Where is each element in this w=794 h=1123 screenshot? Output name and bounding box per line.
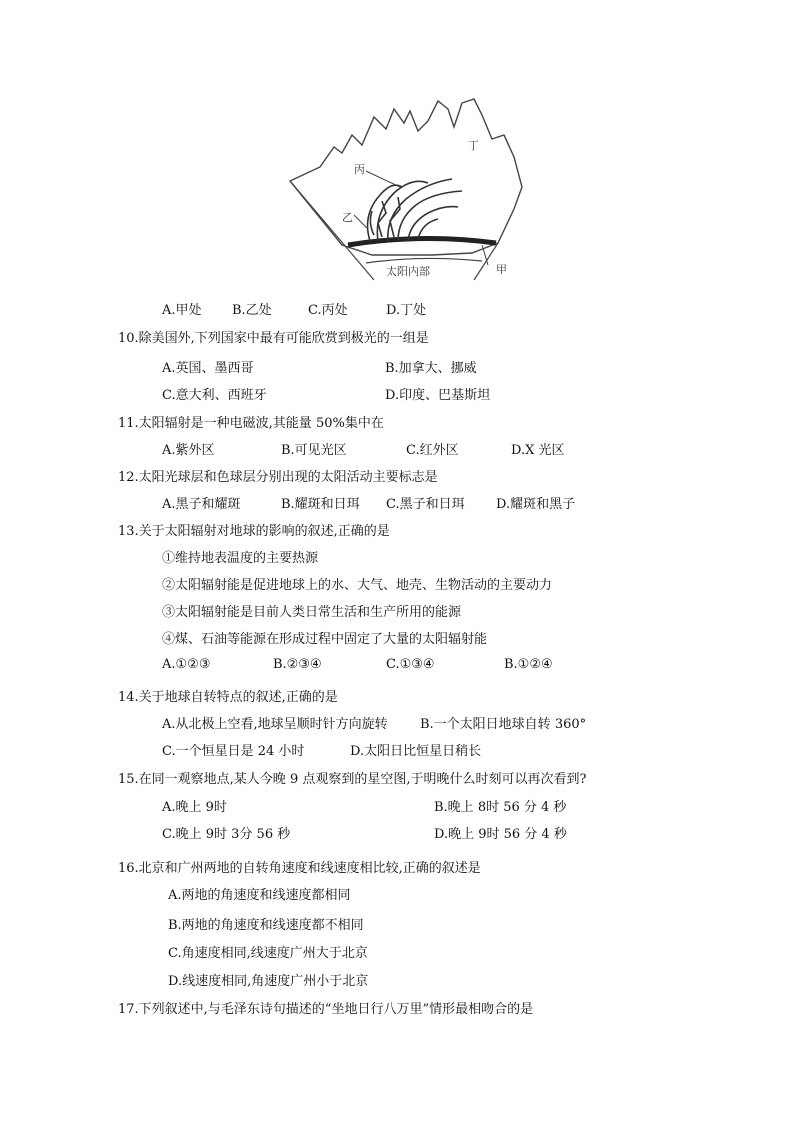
q10-option-d: D.印度、巴基斯坦	[385, 388, 491, 403]
label-bing: 丙	[354, 163, 365, 176]
q16-option-a: A.两地的角速度和线速度都相同	[168, 888, 351, 903]
q12-stem: 12.太阳光球层和色球层分别出现的太阳活动主要标志是	[118, 470, 438, 485]
q15-stem: 15.在同一观察地点,某人今晚 9 点观察到的星空图,于明晚什么时刻可以再次看到?	[118, 772, 587, 787]
label-jia: 甲	[496, 263, 507, 276]
q16-option-d: D.线速度相同,角速度广州小于北京	[168, 974, 369, 989]
q10-option-b: B.加拿大、挪威	[385, 361, 477, 376]
q11-option-b: B.可见光区	[281, 443, 347, 458]
q15-option-a: A.晚上 9时	[162, 800, 227, 815]
label-sun-interior: 太阳内部	[386, 265, 430, 278]
q13-option-a: A.①②③	[162, 657, 211, 672]
q15-option-c: C.晚上 9时 3分 56 秒	[162, 827, 291, 842]
q13-statement-2: ②太阳辐射能是促进地球上的水、大气、地壳、生物活动的主要动力	[162, 578, 553, 593]
q16-option-c: C.角速度相同,线速度广州大于北京	[168, 946, 368, 961]
q14-option-b: B.一个太阳日地球自转 360°	[420, 717, 587, 732]
q12-option-a: A.黑子和耀斑	[162, 497, 241, 512]
q12-option-d: D.耀斑和黑子	[496, 497, 576, 512]
q12-option-c: C.黑子和日珥	[386, 497, 465, 512]
q15-option-b: B.晚上 8时 56 分 4 秒	[434, 800, 567, 815]
q11-option-c: C.红外区	[406, 443, 459, 458]
q13-statement-4: ④煤、石油等能源在形成过程中固定了大量的太阳辐射能	[162, 632, 488, 647]
q9-option-b: B.乙处	[232, 303, 272, 318]
q14-option-d: D.太阳日比恒星日稍长	[350, 744, 482, 759]
solar-figure-drawing	[282, 95, 538, 287]
q17-stem: 17.下列叙述中,与毛泽东诗句描述的“坐地日行八万里”情形最相吻合的是	[118, 1002, 534, 1017]
q9-option-c: C.丙处	[308, 303, 348, 318]
q13-option-d: B.①②④	[504, 657, 553, 672]
q11-option-a: A.紫外区	[162, 443, 215, 458]
q9-option-d: D.丁处	[386, 303, 427, 318]
q13-statement-3: ③太阳辐射能是目前人类日常生活和生产所用的能源	[162, 605, 462, 620]
q11-option-d: D.X 光区	[511, 443, 565, 458]
q14-option-a: A.从北极上空看,地球呈顺时针方向旋转	[162, 717, 388, 732]
q13-statement-1: ①维持地表温度的主要热源	[162, 551, 319, 566]
q14-stem: 14.关于地球自转特点的叙述,正确的是	[118, 690, 338, 705]
q10-option-a: A.英国、墨西哥	[162, 361, 254, 376]
q10-option-c: C.意大利、西班牙	[162, 388, 267, 403]
q14-option-c: C.一个恒星日是 24 小时	[162, 744, 305, 759]
q16-stem: 16.北京和广州两地的自转角速度和线速度相比较,正确的叙述是	[118, 861, 481, 876]
q12-option-b: B.耀斑和日珥	[281, 497, 360, 512]
q10-stem: 10.除美国外,下列国家中最有可能欣赏到极光的一组是	[118, 331, 429, 346]
q11-stem: 11.太阳辐射是一种电磁波,其能量 50%集中在	[118, 416, 384, 431]
label-yi: 乙	[342, 211, 353, 224]
q13-option-c: C.①③④	[386, 657, 435, 672]
q13-option-b: B.②③④	[273, 657, 322, 672]
solar-atmosphere-figure	[282, 95, 538, 287]
q16-option-b: B.两地的角速度和线速度都不相同	[168, 918, 364, 933]
q13-stem: 13.关于太阳辐射对地球的影响的叙述,正确的是	[118, 524, 390, 539]
q9-option-a: A.甲处	[162, 303, 202, 318]
q15-option-d: D.晚上 9时 56 分 4 秒	[434, 827, 567, 842]
label-ding: 丁	[468, 139, 479, 152]
